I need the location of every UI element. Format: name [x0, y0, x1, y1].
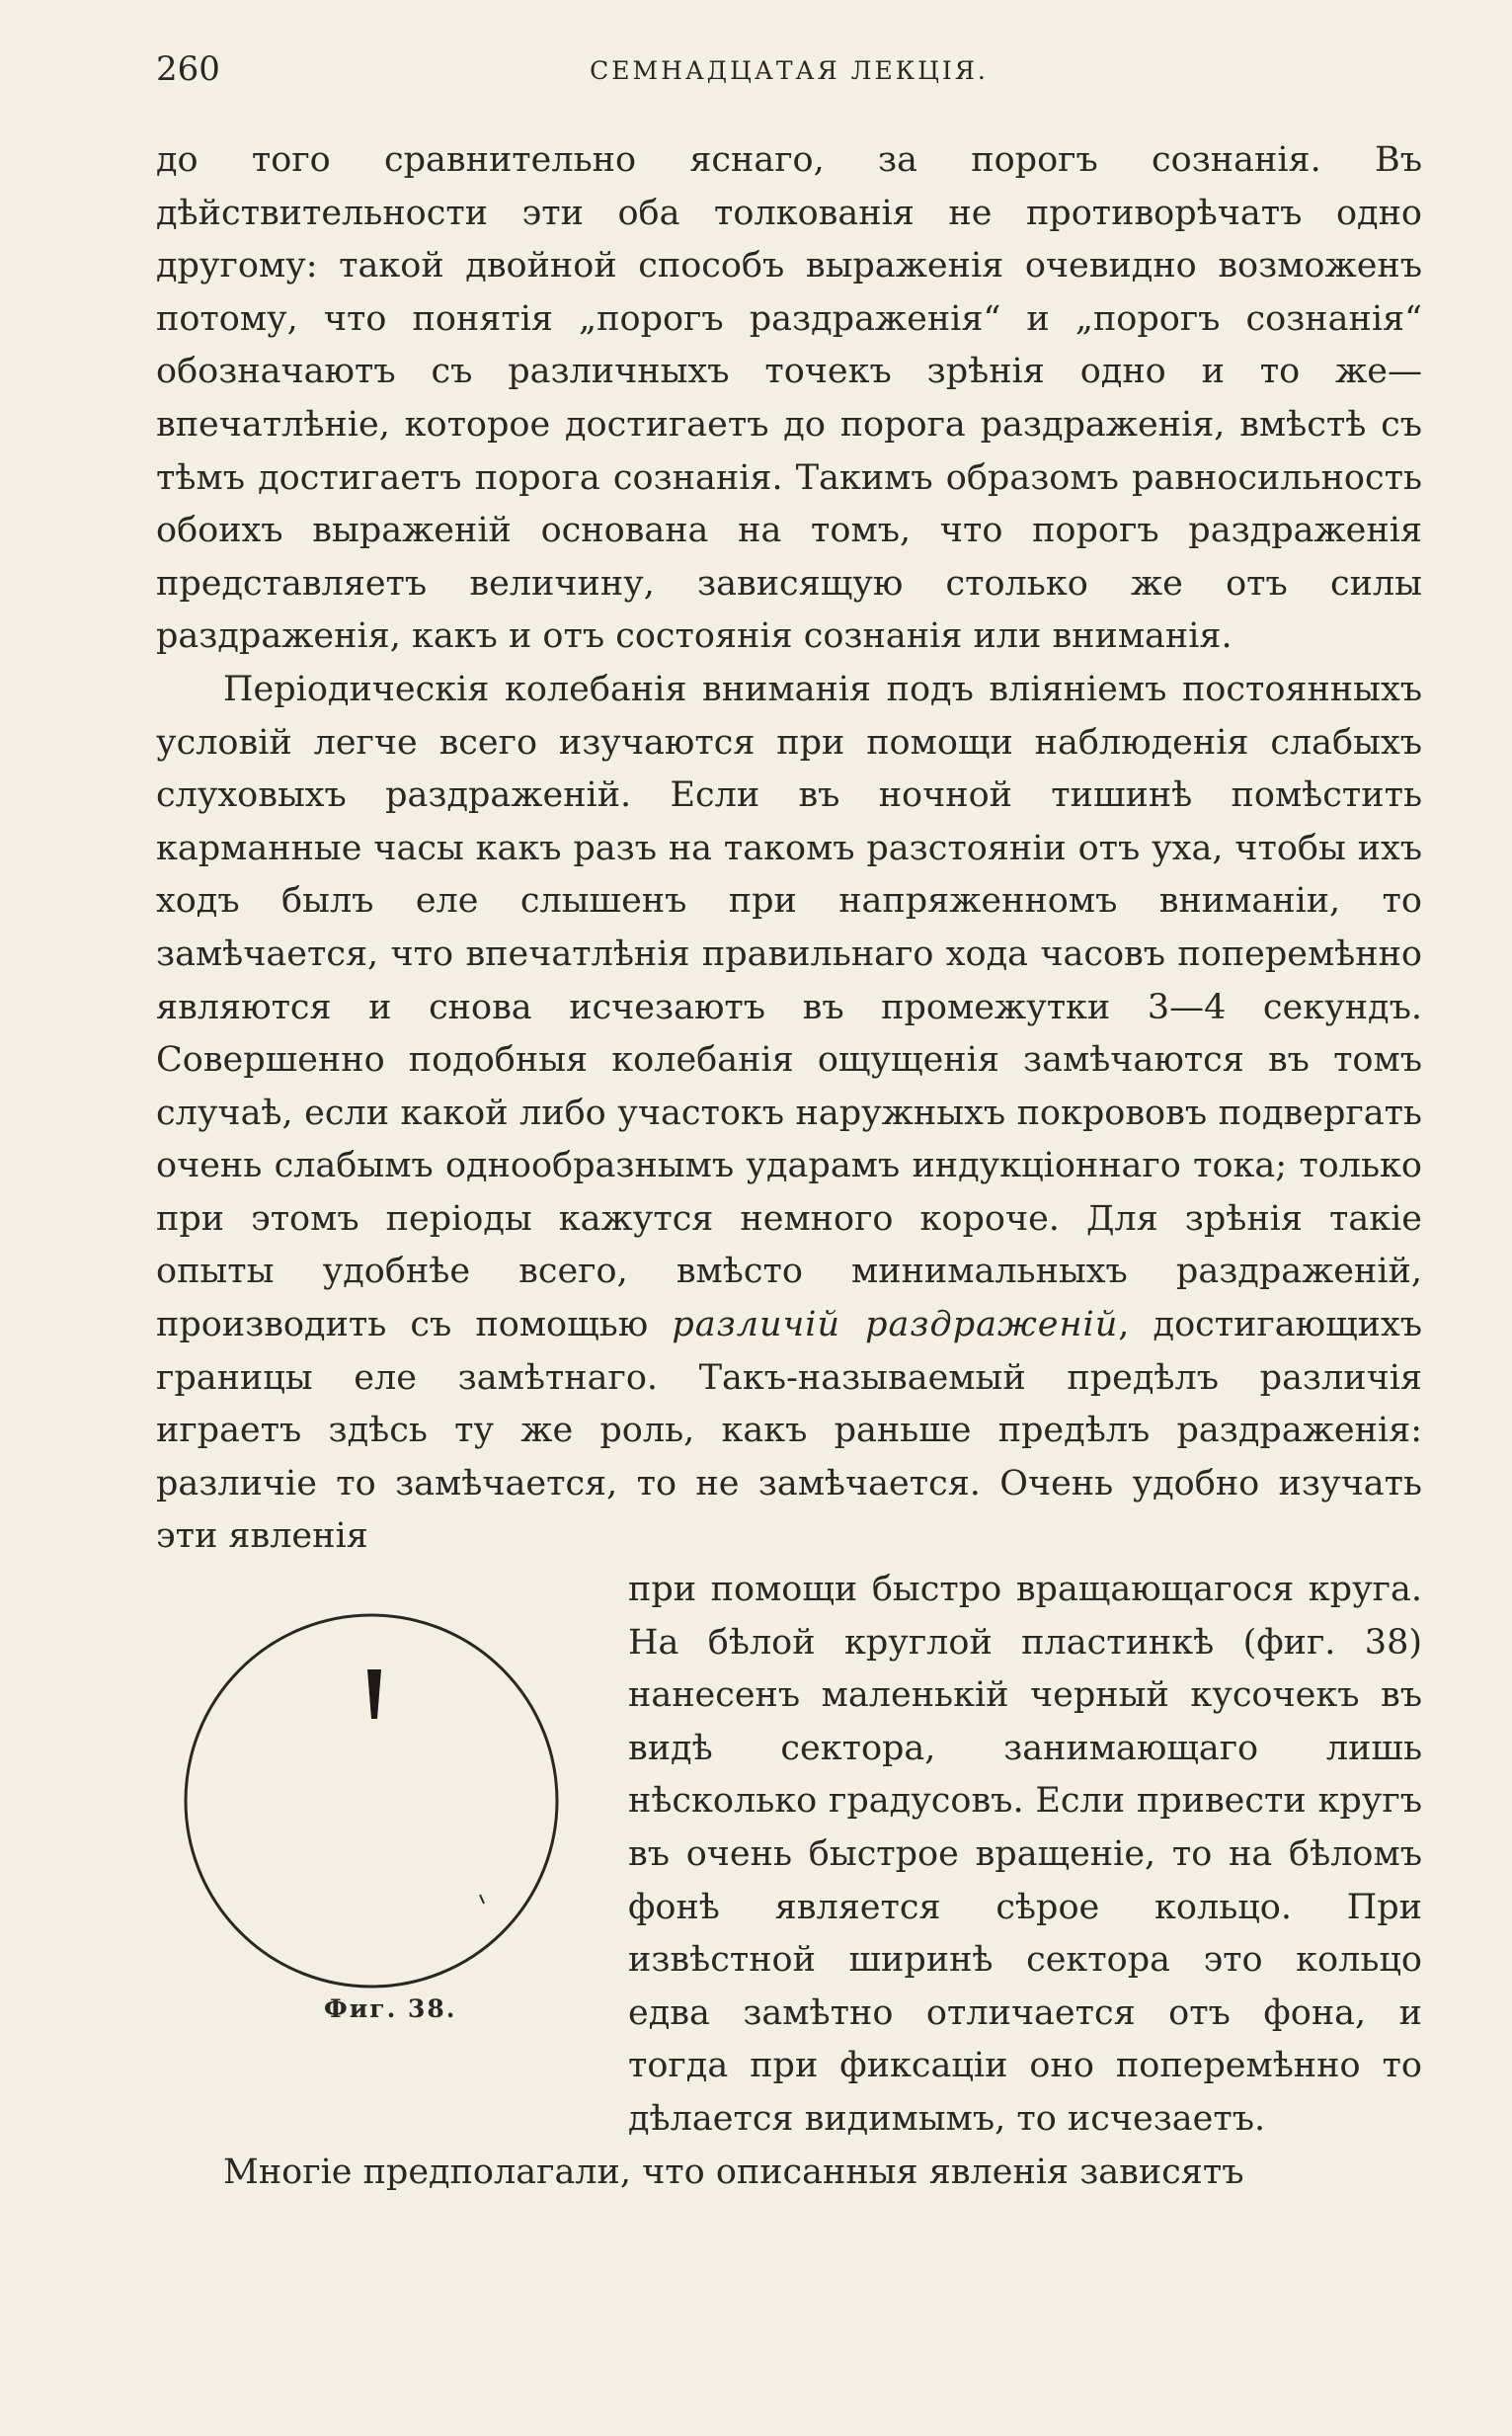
paragraph-2	[156, 664, 1422, 1564]
figure-caption: Фиг. 38.	[324, 1994, 457, 2024]
paragraph-2-part-a: Періодическія колебанія вниманія подъ вліяніемъ постоянныхъ условій легче всего изучаются при помощи наблюденія слабыхъ слуховыхъ раздраженій. Если въ ночной тишинѣ помѣстить карманные часы какъ разъ на такомъ разстояніи отъ уха, чтобы ихъ ходъ былъ еле слышенъ при напряженномъ вниманіи, то замѣчается, что впечатлѣнія правильнаго хода часовъ поперемѣнно являются и снова исчезаютъ въ промежутки 3—4 секундъ. Совершенно подобныя колебанія ощущенія замѣчаются въ томъ случаѣ, если какой либо участокъ наружныхъ покрововъ подвергать очень слабымъ однообразнымъ ударамъ индукціоннаго тока; только при этомъ періоды кажутся немного короче. Для зрѣнія такіе опыты удобнѣе всего, вмѣсто минимальныхъ раздраженій, производить съ помощью	[156, 669, 1422, 1345]
disc-mark	[480, 1895, 484, 1904]
paragraph-2-part-b: , достигающихъ границы еле замѣтнаго. Такъ-называемый предѣлъ различія играетъ здѣсь ту же роль, какъ раньше предѣлъ раздраженія: различіе то замѣчается, то не замѣчается. Очень удобно изучать эти явленія	[156, 1305, 1422, 1557]
paragraph-1: до того сравнительно яснаго, за порогъ сознанія. Въ дѣйствительности эти оба толкованія не противорѣчатъ одно другому: такой двойной способъ выраженія очевидно возможенъ потому, что понятія „порогъ раздраженія“ и „порогъ сознанія“ обозначаютъ съ различныхъ точекъ зрѣнія одно и то же—впечатлѣніе, которое достигаетъ до порога раздраженія, вмѣстѣ съ тѣмъ достигаетъ порога сознанія. Такимъ образомъ равносильность обоихъ выраженій основана на томъ, что порогъ раздраженія представляетъ величину, зависящую столько же отъ силы раздраженія, какъ и отъ состоянія сознанія или вниманія.	[156, 140, 1422, 657]
running-title: СЕМНАДЦАТАЯ ЛЕКЦІЯ.	[590, 56, 989, 85]
emphasis-text: различій раздраженій	[672, 1305, 1119, 1345]
page-header	[156, 49, 1422, 89]
paragraph-2-continued: при помощи быстро вращающагося круга. На бѣлой круглой пластинкѣ (фиг. 38) нанесенъ маленькій черный кусочекъ въ видѣ сектора, занимающаго лишь нѣсколько градусовъ. Если привести кругъ въ очень быстрое вращеніе, то на бѣломъ фонѣ является сѣрое кольцо. При извѣстной ширинѣ сектора это кольцо едва замѣтно отличается отъ фона, и тогда при фиксаціи оно поперемѣнно то дѣлается видимымъ, то исчезаетъ.	[628, 1570, 1422, 2139]
body-text	[156, 134, 1422, 2199]
page-number: 260	[156, 49, 220, 89]
figure-38	[156, 1564, 628, 2117]
rotating-disc-icon	[184, 1613, 598, 2028]
black-sector	[367, 1669, 381, 1719]
paragraph-3: Многіе предполагали, что описанныя явленія зависятъ	[223, 2152, 1244, 2192]
